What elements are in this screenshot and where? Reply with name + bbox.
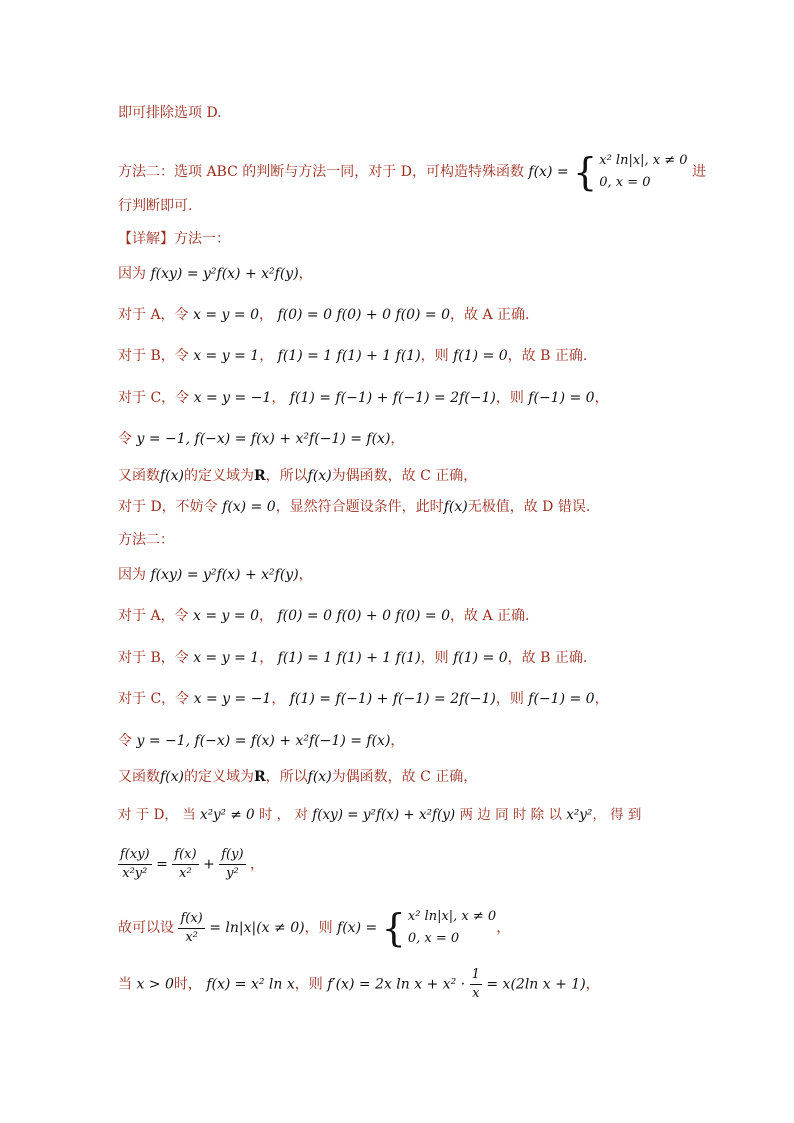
text: 令 (118, 733, 132, 749)
text: ，故 B 正确. (507, 650, 588, 666)
numerator: f(y) (219, 846, 245, 865)
math: f(1) = f(−1) + f(−1) = 2f(−1) (289, 390, 496, 406)
text: 当 (118, 976, 132, 993)
text: 两 边 同 时 除 以 (459, 807, 562, 823)
text: 对于 B，令 (118, 650, 189, 666)
text: ， (259, 608, 273, 624)
math: x²y² (566, 807, 593, 823)
text: 对于 A，令 (118, 608, 189, 624)
text: ，则 (495, 691, 524, 707)
text: ， (249, 856, 264, 873)
text-line (118, 497, 590, 517)
text: 对于 C，令 (118, 691, 190, 707)
denominator: x² (185, 929, 198, 945)
text: ，则 (420, 650, 449, 666)
math: f(x) = 0 (222, 499, 276, 515)
text: ， (271, 390, 286, 406)
text: 对于 A，令 (118, 307, 189, 323)
text: ， (259, 650, 274, 666)
heading: 【详解】方法一： (118, 231, 230, 247)
text: 为偶函数，故 C 正确， (331, 468, 478, 484)
text: 方法二： (118, 532, 174, 548)
text: 即可排除选项 D. (118, 105, 222, 121)
text: ，则 (294, 976, 323, 993)
text: ， (585, 976, 600, 993)
plus-sign: + (203, 856, 215, 873)
text: ，故 A 正确. (450, 608, 530, 624)
text: 的定义域为 (184, 468, 255, 484)
fraction (178, 910, 204, 947)
math: = ln|x|(x ≠ 0) (209, 920, 305, 936)
text-line-piecewise (118, 906, 510, 950)
math: f(xy) = y²f(x) + x²f(y) (150, 266, 299, 282)
math: y = −1, f(−x) = f(x) + x²f(−1) = f(x) (136, 733, 391, 749)
math: x = y = 1 (193, 650, 260, 666)
math: f(1) = f(−1) + f(−1) = 2f(−1) (289, 691, 496, 707)
text-line (118, 346, 587, 366)
left-brace-icon: { (573, 150, 598, 194)
math: f(1) = 1 f(1) + 1 f(1) (277, 650, 421, 666)
piecewise-cases (408, 906, 496, 950)
math: x²y² ≠ 0 (200, 807, 255, 823)
math: x = y = 0 (193, 608, 259, 624)
math: f(x) = (337, 920, 378, 936)
text-line (118, 264, 313, 284)
math: f(−1) = 0 (528, 390, 595, 406)
text: ， (298, 567, 313, 583)
case: 0, x = 0 (599, 175, 651, 190)
text: ， (259, 348, 274, 364)
text: ，显然符合题设条件，此时 (275, 499, 444, 515)
math: x = y = 0 (193, 307, 259, 323)
text: 故可以设 (118, 920, 174, 936)
text: 又函数 (118, 769, 160, 785)
text: 行判断即可. (118, 198, 193, 214)
math: f′(x) = 2x ln x + x² · (327, 976, 466, 993)
left-brace-icon: { (381, 906, 406, 950)
text: ， (594, 691, 609, 707)
piecewise-cases (599, 150, 687, 194)
fraction (470, 966, 482, 1003)
text: ，则 (304, 920, 333, 936)
math: f(0) = 0 f(0) + 0 f(0) = 0 (277, 608, 451, 624)
text: ， (298, 266, 313, 282)
text: ，所以 (265, 468, 308, 484)
case: x² ln|x|, x ≠ 0 (407, 909, 497, 924)
numerator: 1 (470, 966, 482, 985)
denominator: x (472, 986, 480, 1001)
text-line (118, 805, 641, 825)
math: f(0) = 0 f(0) + 0 f(0) = 0 (277, 307, 451, 323)
text: 进 (692, 164, 707, 180)
text-line (118, 689, 609, 709)
fraction (118, 846, 152, 883)
text: 为偶函数，故 C 正确， (331, 769, 478, 785)
denominator: x²y² (122, 866, 148, 881)
math: R (254, 468, 266, 484)
numerator: f(xy) (118, 846, 152, 865)
text-line (118, 565, 313, 585)
text: 对于 B，令 (118, 348, 189, 364)
fraction (219, 846, 245, 883)
text: 因为 (118, 266, 146, 282)
math: x > 0 (136, 976, 174, 993)
math: f(xy) = y²f(x) + x²f(y) (312, 807, 456, 823)
text: ， (390, 733, 405, 749)
text-line (118, 429, 404, 449)
math: f(−1) = 0 (528, 691, 595, 707)
text-line (118, 606, 529, 626)
text: 又函数 (118, 468, 160, 484)
piecewise (573, 150, 688, 194)
text: ， (259, 307, 273, 323)
math: f(x) (160, 769, 185, 785)
math: x = y = −1 (193, 390, 272, 406)
text-line (118, 731, 404, 751)
math: f(1) = 0 (453, 348, 508, 364)
text-line (118, 305, 529, 325)
text: 对于 C，令 (118, 390, 190, 406)
text: ， (390, 431, 405, 447)
text: 的定义域为 (184, 769, 255, 785)
text-line (118, 767, 477, 787)
math: f(x) = x² ln x (206, 976, 295, 993)
text: 对于 D，不妨令 (118, 499, 218, 515)
text: ，故 A 正确. (450, 307, 530, 323)
text: 无极值，故 D 错误. (467, 499, 591, 515)
math: f(1) = 1 f(1) + 1 f(1) (277, 348, 421, 364)
text-line-derivative (118, 966, 600, 1003)
text: 对 于 D， 当 (118, 807, 196, 823)
numerator: f(x) (178, 910, 204, 929)
text: 方法二：选项 ABC 的判断与方法一同，对于 D，可构造特殊函数 (118, 164, 524, 180)
text: ， (271, 691, 286, 707)
text-line (118, 648, 587, 668)
denominator: x² (179, 866, 192, 881)
math: R (254, 769, 266, 785)
text: 因为 (118, 567, 146, 583)
text-line (118, 466, 477, 486)
text: ，所以 (265, 769, 308, 785)
text: 时 ， 对 (258, 807, 308, 823)
text: 令 (118, 431, 132, 447)
math: f(x) (443, 499, 468, 515)
math: f(1) = 0 (453, 650, 508, 666)
text-line-method2-intro (118, 150, 706, 194)
numerator: f(x) (172, 846, 198, 865)
text: 时， (173, 976, 202, 993)
text-line (118, 388, 609, 408)
math: f(x) (160, 468, 185, 484)
math: x = y = −1 (193, 691, 272, 707)
text: ，故 B 正确. (507, 348, 588, 364)
math: x = y = 1 (193, 348, 260, 364)
equals-sign: = (156, 856, 168, 873)
case: x² ln|x|, x ≠ 0 (599, 153, 688, 168)
text: ， 得 到 (592, 807, 642, 823)
text: ， (594, 390, 609, 406)
section-heading (118, 229, 230, 249)
text-line (118, 196, 192, 216)
math: f(xy) = y²f(x) + x²f(y) (150, 567, 299, 583)
piecewise (382, 906, 497, 950)
math: f(x) (307, 769, 332, 785)
math: y = −1, f(−x) = f(x) + x²f(−1) = f(x) (136, 431, 391, 447)
text-line (118, 530, 174, 550)
math: f(x) (307, 468, 332, 484)
math: f(x) = (528, 164, 574, 180)
text: ，则 (420, 348, 449, 364)
denominator: y² (226, 866, 239, 881)
text: ，则 (495, 390, 524, 406)
case: 0, x = 0 (407, 931, 460, 946)
fraction-equation (118, 846, 264, 883)
text: ， (496, 920, 511, 936)
fraction (172, 846, 198, 883)
text-line (118, 103, 222, 123)
math: = x(2ln x + 1) (486, 976, 586, 993)
